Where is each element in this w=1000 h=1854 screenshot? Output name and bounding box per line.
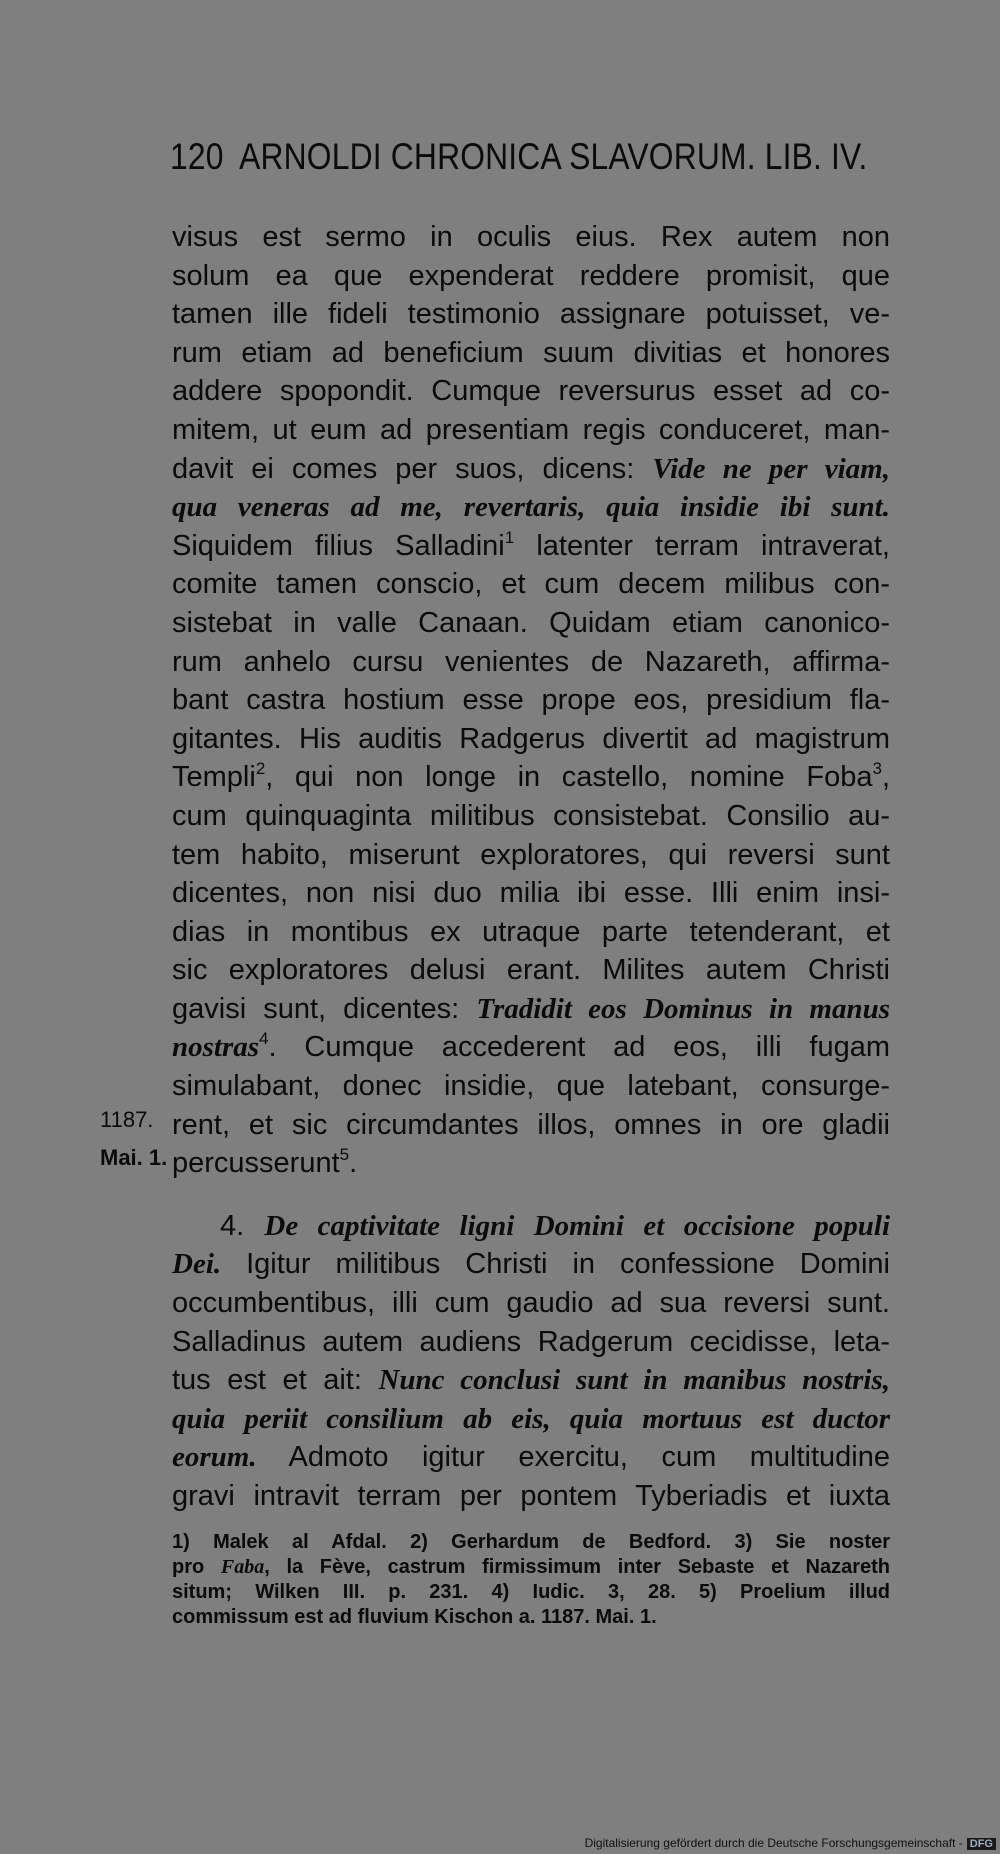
text-run: . Cumque accederent ad eos, illi fugam (268, 1031, 890, 1064)
margin-year: 1187. (100, 1107, 154, 1132)
footnote-line (172, 1555, 890, 1580)
text-run: Admoto igitur exercitu, cum multitudine (288, 1441, 890, 1474)
text-line: gravi intravit terram per pontem Tyberiadis et iuxta (172, 1480, 890, 1512)
text-line: Salladinus autem audiens Radgerum cecidisse, leta- (172, 1325, 890, 1358)
text-line: tem habito, miserunt exploratores, qui reversi sunt (172, 838, 890, 871)
running-title: ARNOLDI CHRONICA SLAVORUM. LIB. IV. (239, 136, 868, 177)
italic-quote: eorum. (172, 1441, 257, 1474)
italic-quote: nostras (172, 1031, 260, 1064)
text-line: gitantes. His auditis Radgerus divertit ad magistrum (172, 722, 890, 755)
text-run: davit ei comes per suos, dicens: (172, 452, 635, 485)
text-line (172, 450, 890, 489)
text-line (172, 1144, 890, 1183)
text-line: occumbentibus, illi cum gaudio ad sua reversi sunt. (172, 1287, 890, 1320)
text-line (172, 1400, 890, 1439)
text-line (172, 1361, 890, 1400)
text-line (172, 1245, 890, 1284)
section-number: 4. (220, 1209, 245, 1242)
text-line (172, 527, 890, 566)
text-line: comite tamen conscio, et cum decem milibus con- (172, 568, 890, 601)
footnote-ref: 5 (339, 1145, 350, 1165)
text-line (172, 1438, 890, 1477)
page-number: 120 (170, 136, 224, 177)
text-run: . (349, 1147, 358, 1180)
text-line: simulabant, donec insidie, que latebant, consurge- (172, 1070, 890, 1103)
margin-date: Mai. 1. (100, 1145, 168, 1170)
section-heading-line (172, 1207, 890, 1246)
text-line: tamen ille fideli testimonio assignare potuisset, ve- (172, 298, 890, 331)
text-line: solum ea que expenderat reddere promisit, que (172, 259, 890, 292)
text-run: Templi (172, 761, 256, 794)
body-text (172, 218, 890, 1516)
text-line (172, 990, 890, 1029)
footnote-ref: 3 (872, 759, 882, 779)
italic-quote: quia periit consilium ab eis, quia mortuus est ductor (172, 1402, 890, 1435)
text-line: visus est sermo in oculis eius. Rex autem non (172, 221, 890, 253)
text-run: , qui non longe in castello, nomine Foba (265, 761, 873, 794)
text-run: Igitur militibus Christi in confessione Domini (246, 1248, 890, 1281)
text-line: sic exploratores delusi erant. Milites autem Christi (172, 954, 890, 987)
section-title: Dei. (172, 1248, 222, 1281)
text-run: , la Fève, castrum firmissimum inter Sebaste et Nazareth (264, 1556, 890, 1578)
italic-quote: qua veneras ad me, revertaris, quia insidie ibi sunt. (172, 491, 890, 524)
italic-quote: Nunc conclusi sunt in manibus nostris, (378, 1364, 890, 1397)
italic-quote: Vide ne per viam, (652, 452, 890, 485)
text-line: mitem, ut eum ad presentiam regis conduceret, man- (172, 413, 890, 446)
italic-term: Faba (220, 1556, 265, 1578)
digitization-credit (585, 1836, 996, 1850)
text-run: Siquidem filius Salladini (172, 529, 505, 562)
footnote-line: situm; Wilken III. p. 231. 4) Iudic. 3, 28. 5) Proelium illud (172, 1581, 890, 1603)
text-line (172, 488, 890, 527)
dfg-logo-icon: DFG (967, 1838, 996, 1850)
text-line: cum quinquaginta militibus consistebat. Consilio au- (172, 799, 890, 832)
text-line: dicentes, non nisi duo milia ibi esse. Illi enim insi- (172, 877, 890, 910)
text-run: latenter terram intraverat, (536, 529, 890, 562)
running-head (170, 136, 868, 178)
text-line: rum etiam ad beneficium suum divitias et honores (172, 336, 890, 369)
footnote-ref: 4 (259, 1029, 269, 1049)
footnote-line: 1) Malek al Afdal. 2) Gerhardum de Bedford. 3) Sie noster (172, 1531, 890, 1553)
section-title: De captivitate ligni Domini et occisione populi (264, 1209, 890, 1242)
footnotes (172, 1530, 890, 1630)
text-run: tus est et ait: (172, 1364, 362, 1397)
text-line (172, 1028, 890, 1067)
text-line: sistebat in valle Canaan. Quidam etiam canonico- (172, 606, 890, 639)
text-line: bant castra hostium esse prope eos, presidium fla- (172, 684, 890, 717)
digitization-note: Digitalisierung gefördert durch die Deutsche Forschungsgemeinschaft - (584, 1836, 963, 1850)
footnote-ref: 1 (504, 527, 515, 547)
text-line: rum anhelo cursu venientes de Nazareth, affirma- (172, 645, 890, 678)
text-run: pro (172, 1556, 205, 1578)
text-run: , (881, 761, 890, 794)
italic-quote: Tradidit eos Dominus in manus (476, 992, 891, 1025)
footnote-ref: 2 (255, 759, 266, 779)
text-run: gavisi sunt, dicentes: (172, 992, 460, 1025)
text-line: addere spopondit. Cumque reversurus esset ad co- (172, 375, 890, 408)
text-line: rent, et sic circumdantes illos, omnes in ore gladii (172, 1108, 890, 1141)
text-line (172, 758, 890, 797)
text-line: dias in montibus ex utraque parte tetenderant, et (172, 915, 890, 948)
paragraph-gap (172, 1183, 890, 1207)
text-run: percusserunt (172, 1147, 340, 1180)
footnote-line: commissum est ad fluvium Kischon a. 1187. Mai. 1. (172, 1606, 657, 1628)
